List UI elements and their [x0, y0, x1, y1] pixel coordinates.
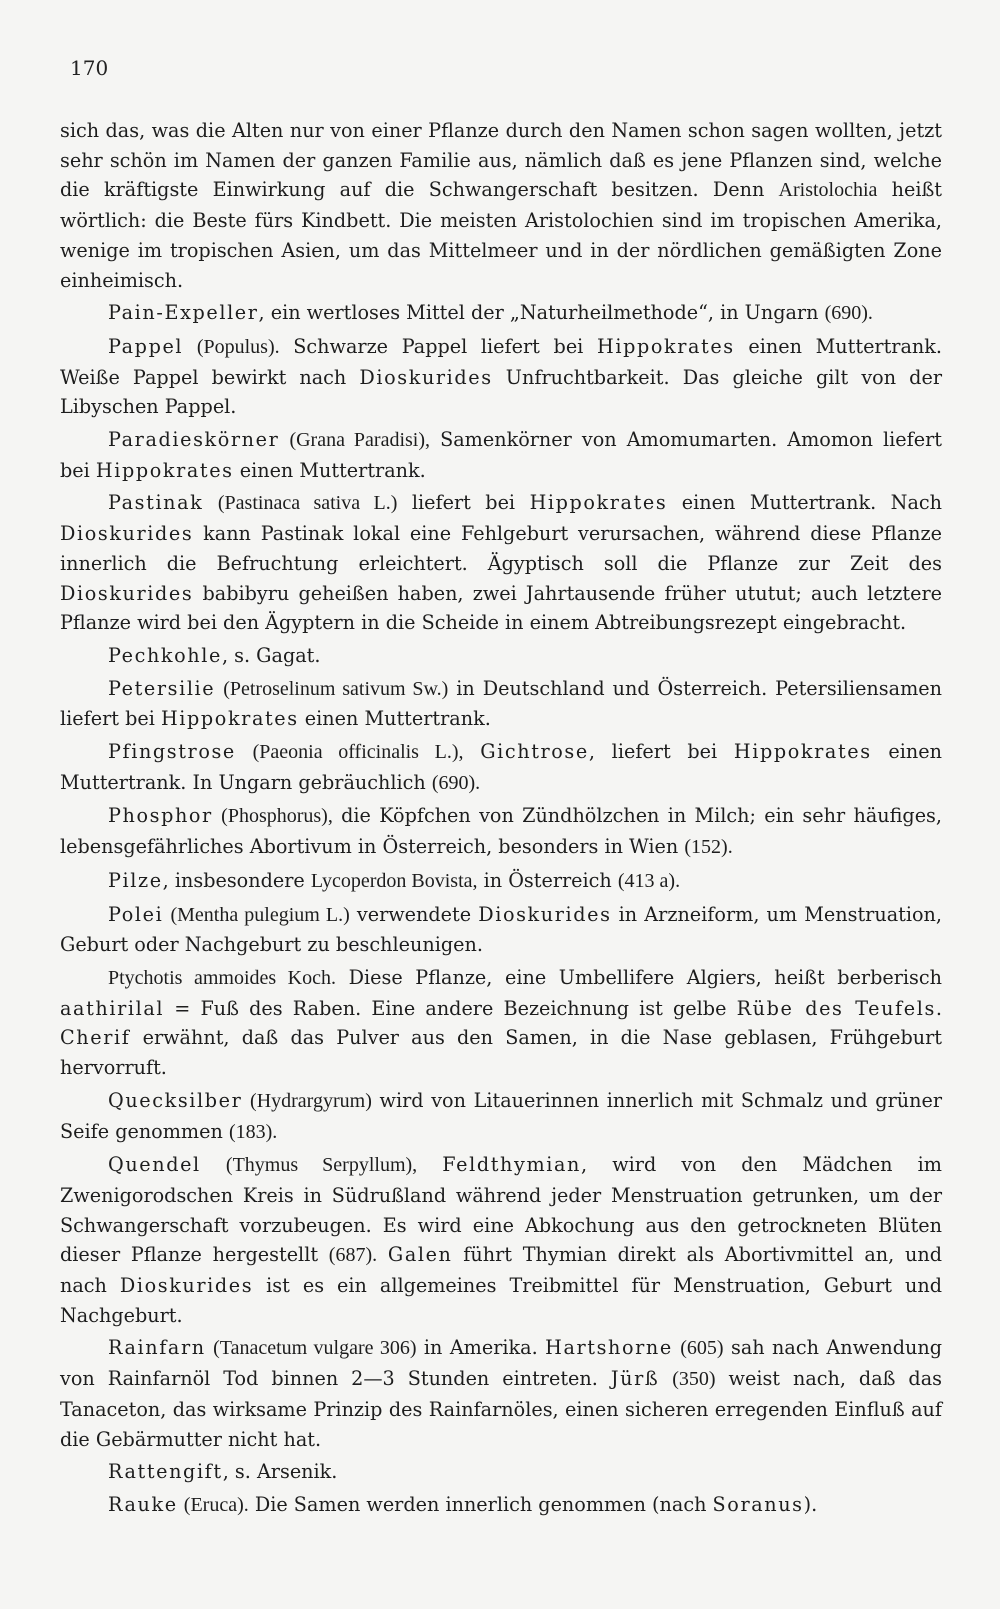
- dictionary-entry: [60, 298, 942, 329]
- text-run: Die Samen werden innerlich genommen (nach: [248, 1492, 713, 1516]
- dictionary-entry: [60, 641, 942, 671]
- text-run: wird von Litauerinnen innerlich mit Schmalz und grüner Seife genommen: [60, 1088, 943, 1143]
- text-run: ist es ein allgemeines Treibmittel für Menstruation, Geburt und Nachgeburt.: [60, 1274, 942, 1327]
- text-run: [203, 491, 217, 514]
- spaced-term: Quecksilber: [108, 1088, 243, 1112]
- latin-text: (Pastinaca sativa L.): [217, 492, 398, 515]
- spaced-term: Dioskurides: [60, 522, 194, 546]
- text-run: kann Pastinak lokal eine Fehlgeburt verursachen, während diese Pflanze innerlich die Befruchtung erleichtert. Ägyptisch soll die Pflanze zur Zeit des: [60, 522, 942, 575]
- text-run: babibyru geheißen haben, zwei Jahrtausende früher ututut; auch letztere Pflanze wird bei den Ägyptern in die Scheide in einem Abtreibungsrezept eingebracht.: [60, 581, 942, 635]
- spaced-term: Polei: [108, 902, 164, 926]
- latin-text: (Eruca).: [183, 1493, 249, 1516]
- latin-text: (Grana Paradisi),: [289, 429, 431, 452]
- text-run: liefert bei: [397, 491, 530, 515]
- text-run: sich das, was die Alten nur von einer Pflanze durch den Namen schon sagen wollten, jetzt sehr schön im Namen der ganzen Familie aus, nämlich daß es jene Pflanzen sind, welche die kräftigste Einwirkung auf die Schwangerschaft besitzen. Denn: [60, 119, 942, 202]
- spaced-term: Pain-Expeller: [108, 301, 259, 325]
- text-run: ).: [803, 1492, 818, 1516]
- text-run: , wird von den Mädchen im Zwenigorodschen Kreis in Südrußland während jeder Menstruation getrunken, um der Schwangerschaft vorzubeugen. Es wird eine Abkochung aus den getrockneten Blüten dieser Pflanze hergestellt: [60, 1153, 942, 1267]
- spaced-term: Dioskurides: [478, 902, 612, 926]
- text-run: in Amerika.: [416, 1336, 546, 1360]
- text-run: einen Muttertrank. In Ungarn gebräuchlich: [60, 740, 942, 794]
- text-run: Diese Pflanze, eine Umbellifere Algiers, heißt berberisch: [336, 965, 942, 989]
- latin-text: (Mentha pulegium L.): [170, 903, 350, 926]
- text-run: [377, 1243, 388, 1266]
- spaced-term: Paradieskörner: [108, 428, 280, 452]
- latin-text: (Populus).: [196, 335, 280, 358]
- page-text: [60, 116, 942, 1521]
- text-run: in Deutschland und Österreich. Petersiliensamen liefert bei: [60, 676, 942, 731]
- text-run: einen Muttertrank. Weiße Pappel bewirkt nach: [60, 334, 943, 389]
- text-run: [206, 1336, 213, 1359]
- text-run: sah nach Anwendung von Rainfarnöl Tod binnen 2—3 Stunden eintreten.: [60, 1336, 942, 1391]
- text-run: einen Muttertrank.: [298, 707, 491, 731]
- text-run: die Köpfchen von Zündhölzchen in Milch; ein sehr häufiges, lebensgefährliches Abortivum in Österreich, besonders in Wien: [60, 804, 943, 859]
- spaced-term: Hippokrates: [529, 491, 668, 515]
- spaced-term: Soranus: [712, 1492, 804, 1516]
- latin-text: Lycoperdon Bovista,: [310, 869, 478, 892]
- text-run: in Arzneiform, um Menstruation, Geburt oder Nachgeburt zu beschleunigen.: [60, 902, 942, 957]
- text-run: verwendete: [349, 902, 479, 926]
- dictionary-entry: [60, 1490, 942, 1521]
- latin-text: Ptychotis ammoides Koch.: [108, 966, 337, 989]
- dictionary-entry: [60, 488, 942, 638]
- text-run: [215, 677, 223, 700]
- text-run: [236, 740, 253, 763]
- latin-text: (183).: [228, 1120, 278, 1143]
- text-run: in Österreich: [477, 868, 618, 892]
- text-run: einen Muttertrank.: [233, 458, 426, 482]
- continuation-paragraph: [60, 116, 942, 295]
- spaced-term: Hippokrates: [733, 740, 872, 764]
- dictionary-entry: [60, 674, 942, 734]
- spaced-term: Hartshorne: [545, 1336, 673, 1360]
- text-run: [242, 1089, 250, 1112]
- text-run: , liefert bei: [588, 740, 734, 764]
- latin-text: (Thymus Serpyllum),: [225, 1154, 418, 1177]
- latin-text: Aristolochia: [778, 179, 878, 202]
- spaced-term: Galen: [387, 1243, 453, 1267]
- latin-text: (690).: [824, 302, 873, 325]
- spaced-term: Rattengift: [108, 1460, 223, 1484]
- spaced-term: Dioskurides: [359, 365, 493, 389]
- spaced-term: Pastinak: [108, 491, 204, 515]
- spaced-term: Pfingstrose: [108, 740, 236, 764]
- dictionary-entry: [60, 737, 942, 798]
- spaced-term: Pilze: [108, 868, 163, 892]
- spaced-term: Rauke: [108, 1492, 178, 1516]
- spaced-term: Hippokrates: [160, 707, 299, 731]
- text-run: , s. Gagat.: [221, 643, 321, 667]
- dictionary-entry: [60, 866, 942, 897]
- text-run: , s. Arsenik.: [222, 1460, 338, 1484]
- spaced-term: Dioskurides: [119, 1274, 254, 1298]
- text-run: Samenkörner von Amomumarten. Amomon liefert bei: [60, 428, 942, 482]
- dictionary-entry: [60, 1333, 942, 1454]
- dictionary-entry: [60, 801, 942, 862]
- text-run: einen Muttertrank. Nach: [667, 491, 942, 515]
- text-run: [659, 1367, 672, 1390]
- text-run: [463, 740, 480, 763]
- spaced-term: Jürß: [610, 1367, 660, 1391]
- text-run: , ein wertloses Mittel der „Naturheilmethode“, in Ungarn: [258, 301, 825, 325]
- dictionary-entry: [60, 900, 942, 960]
- text-run: [213, 804, 221, 827]
- latin-text: (687).: [328, 1244, 378, 1267]
- text-run: Unfruchtbarkeit. Das gleiche gilt von der Libyschen Pappel.: [60, 365, 942, 419]
- text-run: weist nach, daß das Tanaceton, das wirksame Prinzip des Rainfarnöles, einen sicheren erregenden Einfluß auf die Gebärmutter nicht hat.: [60, 1367, 942, 1451]
- text-run: = Fuß des Raben. Eine andere Bezeichnung ist gelbe: [164, 996, 737, 1020]
- spaced-term: Quendel: [108, 1153, 201, 1177]
- spaced-term: Hippokrates: [597, 334, 735, 358]
- latin-text: (Phosphorus),: [221, 805, 333, 828]
- latin-text: (Hydrargyrum): [250, 1089, 372, 1112]
- latin-text: (Petroselinum sativum Sw.): [223, 677, 449, 700]
- spaced-term: Gichtrose: [480, 740, 589, 764]
- text-run: .: [935, 996, 943, 1020]
- text-run: [183, 335, 197, 358]
- latin-text: (690).: [431, 771, 481, 794]
- dictionary-entry: [60, 963, 942, 1083]
- latin-text: (152).: [684, 836, 733, 859]
- text-run: Schwarze Pappel liefert bei: [279, 334, 597, 358]
- latin-text: (413 a).: [617, 869, 681, 892]
- latin-text: (605): [680, 1337, 724, 1360]
- spaced-term: Petersilie: [108, 676, 216, 700]
- spaced-term: Rübe des Teufels: [736, 996, 936, 1020]
- spaced-term: Feldthymian: [442, 1153, 581, 1177]
- text-run: [279, 428, 289, 451]
- dictionary-entry: [60, 1086, 942, 1147]
- spaced-term: Cherif: [60, 1026, 131, 1050]
- spaced-term: Phosphor: [108, 804, 213, 828]
- dictionary-entry: [60, 425, 942, 485]
- spaced-term: Pappel: [108, 334, 184, 358]
- latin-text: (Tanacetum vulgare 306): [213, 1337, 417, 1360]
- spaced-term: Rainfarn: [108, 1336, 206, 1360]
- latin-text: (350): [672, 1368, 716, 1391]
- text-run: heißt wörtlich: die Beste fürs Kindbett. Die meisten Aristolochien sind im tropischen Amerika, wenige im tropischen Asien, um das Mittelmeer und in der nördlichen gemäßigten Zone einheimisch.: [60, 178, 942, 292]
- latin-text: (Paeonia officinalis L.),: [252, 741, 464, 764]
- text-run: [201, 1153, 226, 1176]
- dictionary-entry: [60, 332, 942, 422]
- dictionary-entry: [60, 1150, 942, 1330]
- spaced-term: Dioskurides: [60, 581, 194, 605]
- text-run: erwähnt, daß das Pulver aus den Samen, in die Nase geblasen, Frühgeburt hervorruft.: [60, 1026, 942, 1080]
- text-run: , insbesondere: [162, 868, 311, 892]
- page-number: 170: [70, 56, 109, 80]
- dictionary-entry: [60, 1457, 942, 1487]
- spaced-term: Hippokrates: [95, 458, 234, 482]
- spaced-term: Pechkohle: [108, 643, 222, 667]
- spaced-term: aathirilal: [60, 996, 165, 1020]
- text-run: führt Thymian direkt als Abortivmittel an, und nach: [60, 1243, 942, 1298]
- text-run: [417, 1153, 442, 1176]
